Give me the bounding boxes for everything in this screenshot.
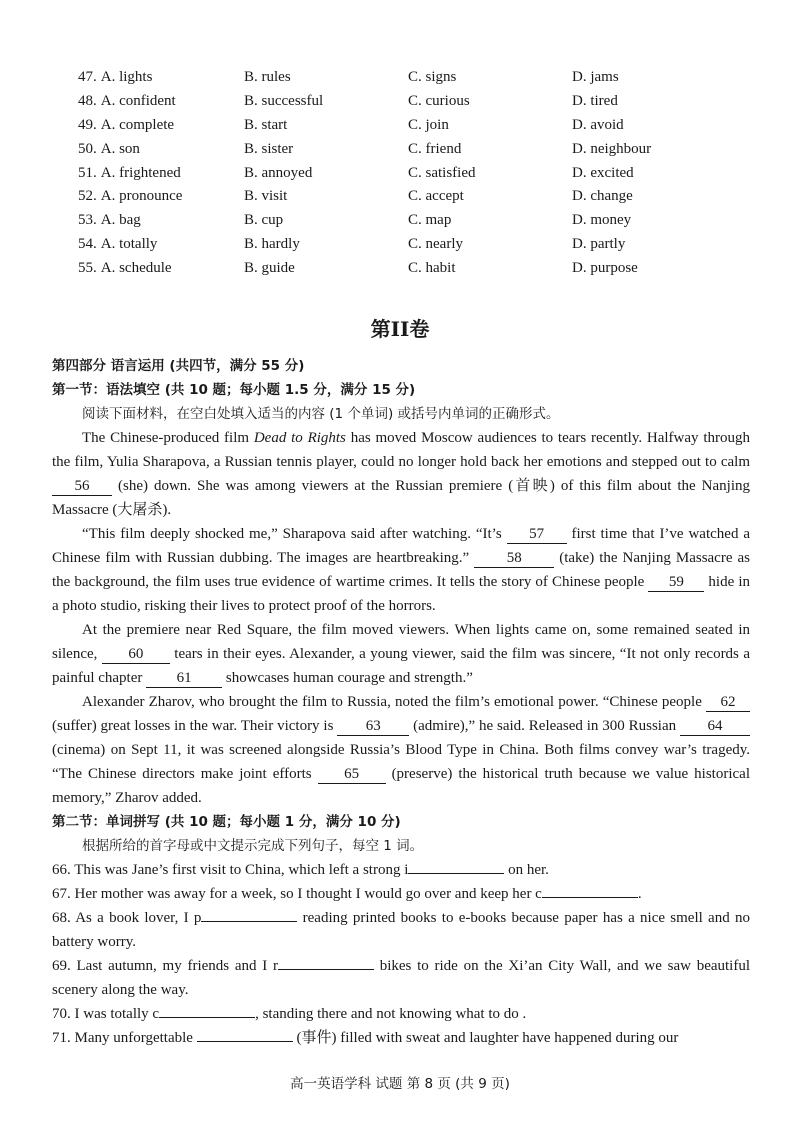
option-d: D. change	[572, 188, 633, 205]
blank-68[interactable]	[201, 921, 297, 922]
passage-paragraph: The Chinese-produced film Dead to Rights has moved Moscow audiences to tears recently. Halfway through the film, Yulia Sharapova, a Russian tennis player, could no longer hold back her emotions and stepped out to calm 56 (she) down. She was among viewers at the Russian premiere (首映) of this film about the Nanjing Massacre (大屠杀).	[52, 430, 750, 518]
option-row	[78, 138, 758, 162]
option-b: B. rules	[244, 69, 291, 85]
option-d: D. jams	[572, 69, 619, 85]
blank-65[interactable]: 65	[318, 766, 386, 784]
option-b: B. guide	[244, 260, 295, 277]
option-a: A. complete	[100, 116, 175, 133]
volume-title: 第II卷	[370, 317, 430, 341]
option-c: C. join	[408, 116, 449, 133]
option-row	[78, 209, 758, 233]
option-d: D. neighbour	[572, 140, 652, 157]
option-c: C. satisfied	[408, 164, 476, 181]
page-footer: 高一英语学科 试题 第 8 页 (共 9 页)	[290, 1076, 510, 1092]
option-a: A. frightened	[100, 164, 181, 181]
question-number: 47.	[78, 69, 97, 85]
option-b: B. cup	[244, 212, 284, 229]
question-number: 51.	[78, 164, 97, 181]
spelling-item: 69. Last autumn, my friends and I r bikes to ride on the Xi’an City Wall, and we saw beautiful scenery along the way.	[52, 958, 751, 998]
question-number: 50.	[78, 140, 97, 157]
question-number: 49.	[78, 116, 97, 133]
option-c: C. habit	[408, 260, 456, 277]
option-d: D. money	[572, 212, 632, 229]
part-four	[52, 354, 750, 1050]
option-d: D. purpose	[572, 260, 638, 277]
film-title: Dead to Rights	[253, 430, 346, 446]
option-c: C. signs	[408, 69, 457, 85]
section-instruction: 阅读下面材料，在空白处填入适当的内容 (1 个单词) 或括号内单词的正确形式。	[82, 406, 560, 422]
spelling-item: 66. This was Jane’s first visit to China, which left a strong i on her.	[52, 862, 549, 878]
option-c: C. map	[408, 212, 452, 229]
option-b: B. sister	[244, 140, 294, 157]
blank-64[interactable]: 64	[680, 718, 750, 736]
option-a: A. lights	[100, 69, 153, 85]
passage-paragraph: At the premiere near Red Square, the film moved viewers. When lights came on, some remained seated in silence, 60 tears in their eyes. Alexander, a young viewer, said the film was sincere, “It not only records a painful chapter 61 showcases human courage and strength.”	[52, 622, 750, 686]
blank-69[interactable]	[278, 969, 374, 970]
option-b: B. start	[244, 116, 288, 133]
option-d: D. excited	[572, 164, 634, 181]
question-number: 53.	[78, 212, 97, 229]
part-heading: 第四部分 语言运用 (共四节，满分 55 分)	[52, 358, 305, 374]
question-number: 54.	[78, 236, 97, 253]
option-a: A. schedule	[100, 260, 172, 277]
blank-56[interactable]: 56	[52, 478, 112, 496]
option-a: A. pronounce	[100, 188, 183, 205]
blank-66[interactable]	[408, 873, 504, 874]
spelling-item: 71. Many unforgettable (事件) filled with sweat and laughter have happened during our	[52, 1030, 679, 1046]
blank-61[interactable]: 61	[146, 670, 222, 688]
blank-62[interactable]: 62	[706, 694, 750, 712]
option-b: B. annoyed	[244, 164, 313, 181]
section-heading: 第二节：单词拼写 (共 10 题；每小题 1 分，满分 10 分)	[52, 814, 401, 830]
option-c: C. accept	[408, 188, 464, 205]
option-b: B. hardly	[244, 236, 300, 253]
option-row	[78, 162, 758, 186]
option-d: D. tired	[572, 92, 618, 109]
blank-59[interactable]: 59	[648, 574, 704, 592]
passage-paragraph: Alexander Zharov, who brought the film to Russia, noted the film’s emotional power. “Chinese people 62 (suffer) great losses in the war. Their victory is 63 (admire),” he said. Released in 300 Russian 64 (cinema) on Sept 11, it was screened alongside Russia’s Blood Type in China. Both films convey war’s tragedy. “The Chinese directors make joint efforts 65 (preserve) the historical truth because we value historical memory,” Zharov added.	[52, 694, 750, 806]
blank-67[interactable]	[542, 897, 638, 898]
blank-70[interactable]	[159, 1017, 255, 1018]
spelling-item: 68. As a book lover, I p reading printed books to e-books because paper has a nice smell and no battery worry.	[52, 910, 750, 950]
option-row	[78, 257, 758, 281]
option-d: D. avoid	[572, 116, 624, 133]
blank-60[interactable]: 60	[102, 646, 170, 664]
blank-57[interactable]: 57	[507, 526, 567, 544]
option-c: C. nearly	[408, 236, 463, 253]
blank-58[interactable]: 58	[474, 550, 554, 568]
passage-paragraph: “This film deeply shocked me,” Sharapova said after watching. “It’s 57 first time that I’ve watched a Chinese film with Russian dubbing. The images are heartbreaking.” 58 (take) the Nanjing Massacre as the background, the film uses true evidence of wartime crimes. It tells the story of Chinese people 59 hide in a photo studio, risking their lives to protect proof of the horrors.	[52, 526, 750, 614]
spelling-item: 67. Her mother was away for a week, so I thought I would go over and keep her c .	[52, 886, 642, 902]
option-d: D. partly	[572, 236, 626, 253]
blank-71[interactable]	[197, 1041, 293, 1042]
question-number: 48.	[78, 92, 97, 109]
option-b: B. visit	[244, 188, 288, 205]
section-heading: 第一节：语法填空 (共 10 题；每小题 1.5 分，满分 15 分)	[52, 382, 416, 398]
option-row	[78, 66, 758, 90]
blank-63[interactable]: 63	[337, 718, 409, 736]
spelling-item: 70. I was totally c , standing there and not knowing what to do .	[52, 1006, 527, 1022]
question-number: 55.	[78, 260, 97, 277]
option-c: C. friend	[408, 140, 462, 157]
option-a: A. confident	[100, 92, 176, 109]
option-row	[78, 233, 758, 257]
section-instruction: 根据所给的首字母或中文提示完成下列句子，每空 1 词。	[82, 838, 424, 854]
option-a: A. totally	[100, 236, 158, 253]
option-b: B. successful	[244, 92, 324, 109]
option-a: A. son	[100, 140, 140, 157]
options-table	[78, 66, 758, 281]
option-c: C. curious	[408, 92, 470, 109]
option-row	[78, 90, 758, 114]
option-a: A. bag	[100, 212, 141, 229]
question-number: 52.	[78, 188, 97, 205]
option-row	[78, 185, 758, 209]
option-row	[78, 114, 758, 138]
